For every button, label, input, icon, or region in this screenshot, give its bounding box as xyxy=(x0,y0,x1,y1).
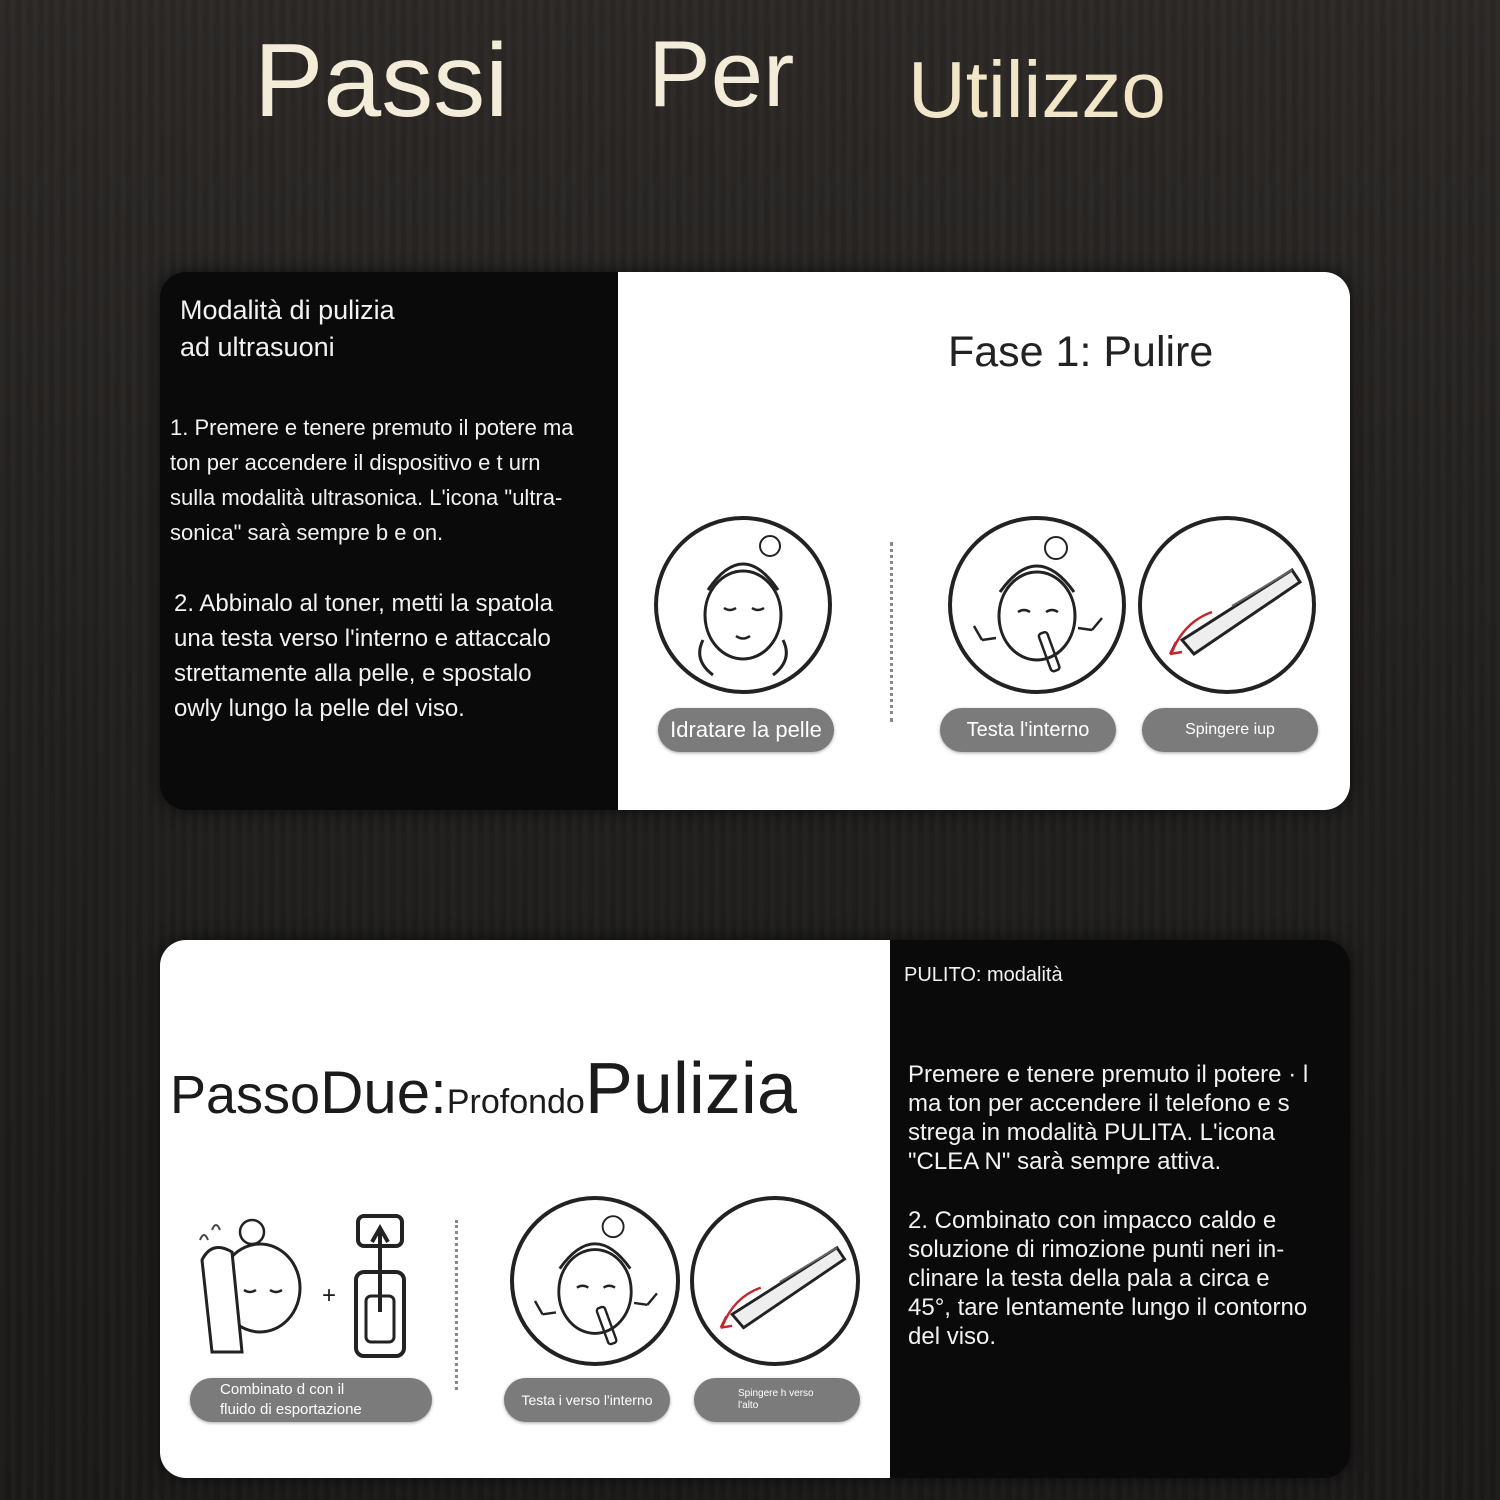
step2-pill-head-inward xyxy=(504,1378,670,1422)
step2-pill-head-inward-label: Testa i verso l'interno xyxy=(521,1392,653,1408)
step1-para1: 1. Premere e tenere premuto il potere ma ton per accendere il dispositivo e t urn sulla modalità ultrasonica. L'icona "ultra- sonica" sarà sempre b e on. xyxy=(170,415,574,545)
step1-pill-push-up-label: Spingere iup xyxy=(1185,721,1275,738)
divider-dots xyxy=(455,1220,458,1390)
step2-title-pulizia: Pulizia xyxy=(584,1049,797,1129)
step2-mode-title: PULITO: modalità xyxy=(904,964,1063,986)
step2-para2: 2. Combinato con impacco caldo e soluzione di rimozione punti neri in- clinare la testa della pala a circa e 45°, tare lentamente lungo il contorno del viso. xyxy=(908,1207,1308,1350)
step1-pill-hydrate xyxy=(658,708,834,752)
step1-pill-hydrate-label: Idratare la pelle xyxy=(670,717,822,742)
step2-pill-push-up xyxy=(694,1378,860,1422)
plus-icon: + xyxy=(322,1282,337,1309)
step1-mode-title: Modalità di pulizia ad ultrasuoni xyxy=(180,295,395,362)
divider-dots xyxy=(890,542,893,722)
step2-panel xyxy=(160,940,1350,1478)
bottle-icon xyxy=(350,1212,410,1362)
title-word-per: Per xyxy=(648,21,795,126)
girl-face-icon xyxy=(654,516,832,694)
step2-pill-combined xyxy=(190,1378,432,1422)
step2-instructions xyxy=(890,940,1350,1478)
step2-para1: Premere e tenere premuto il potere · l ma ton per accendere il telefono e s strega in modalità PULITA. L'icona "CLEA N" sarà sempre attiva. xyxy=(908,1061,1309,1175)
step2-title xyxy=(170,1048,797,1130)
step2-illustrations xyxy=(160,940,890,1478)
step1-illustrations xyxy=(618,272,1350,810)
title-word-passi: Passi xyxy=(254,23,509,139)
step2-title-profondo: Profondo xyxy=(446,1083,585,1121)
spatula-icon xyxy=(1138,516,1316,694)
girl-towel-icon xyxy=(182,1210,322,1360)
step2-pill-combined-label: Combinato d con il fluido di esportazione xyxy=(220,1381,362,1418)
step2-title-due: Due: xyxy=(320,1059,447,1126)
girl-massage-icon xyxy=(948,516,1126,694)
step2-pill-push-up-label: Spingere h verso l'alto xyxy=(738,1388,814,1411)
title-word-utilizzo: Utilizzo xyxy=(908,45,1166,134)
step1-para2: 2. Abbinalo al toner, metti la spatola una testa verso l'interno e attaccalo strettamente alla pelle, e spostalo owly lungo la pelle del viso. xyxy=(174,590,553,722)
step1-pill-push-up xyxy=(1142,708,1318,752)
step1-phase-title: Fase 1: Pulire xyxy=(948,328,1214,376)
step1-panel xyxy=(160,272,1350,810)
step1-instructions xyxy=(160,272,618,810)
spatula-icon xyxy=(690,1196,860,1366)
step2-title-passo: Passo xyxy=(170,1065,321,1125)
step1-pill-head-inward-label: Testa l'interno xyxy=(966,718,1090,741)
girl-massage-icon xyxy=(510,1196,680,1366)
step1-pill-head-inward xyxy=(940,708,1116,752)
